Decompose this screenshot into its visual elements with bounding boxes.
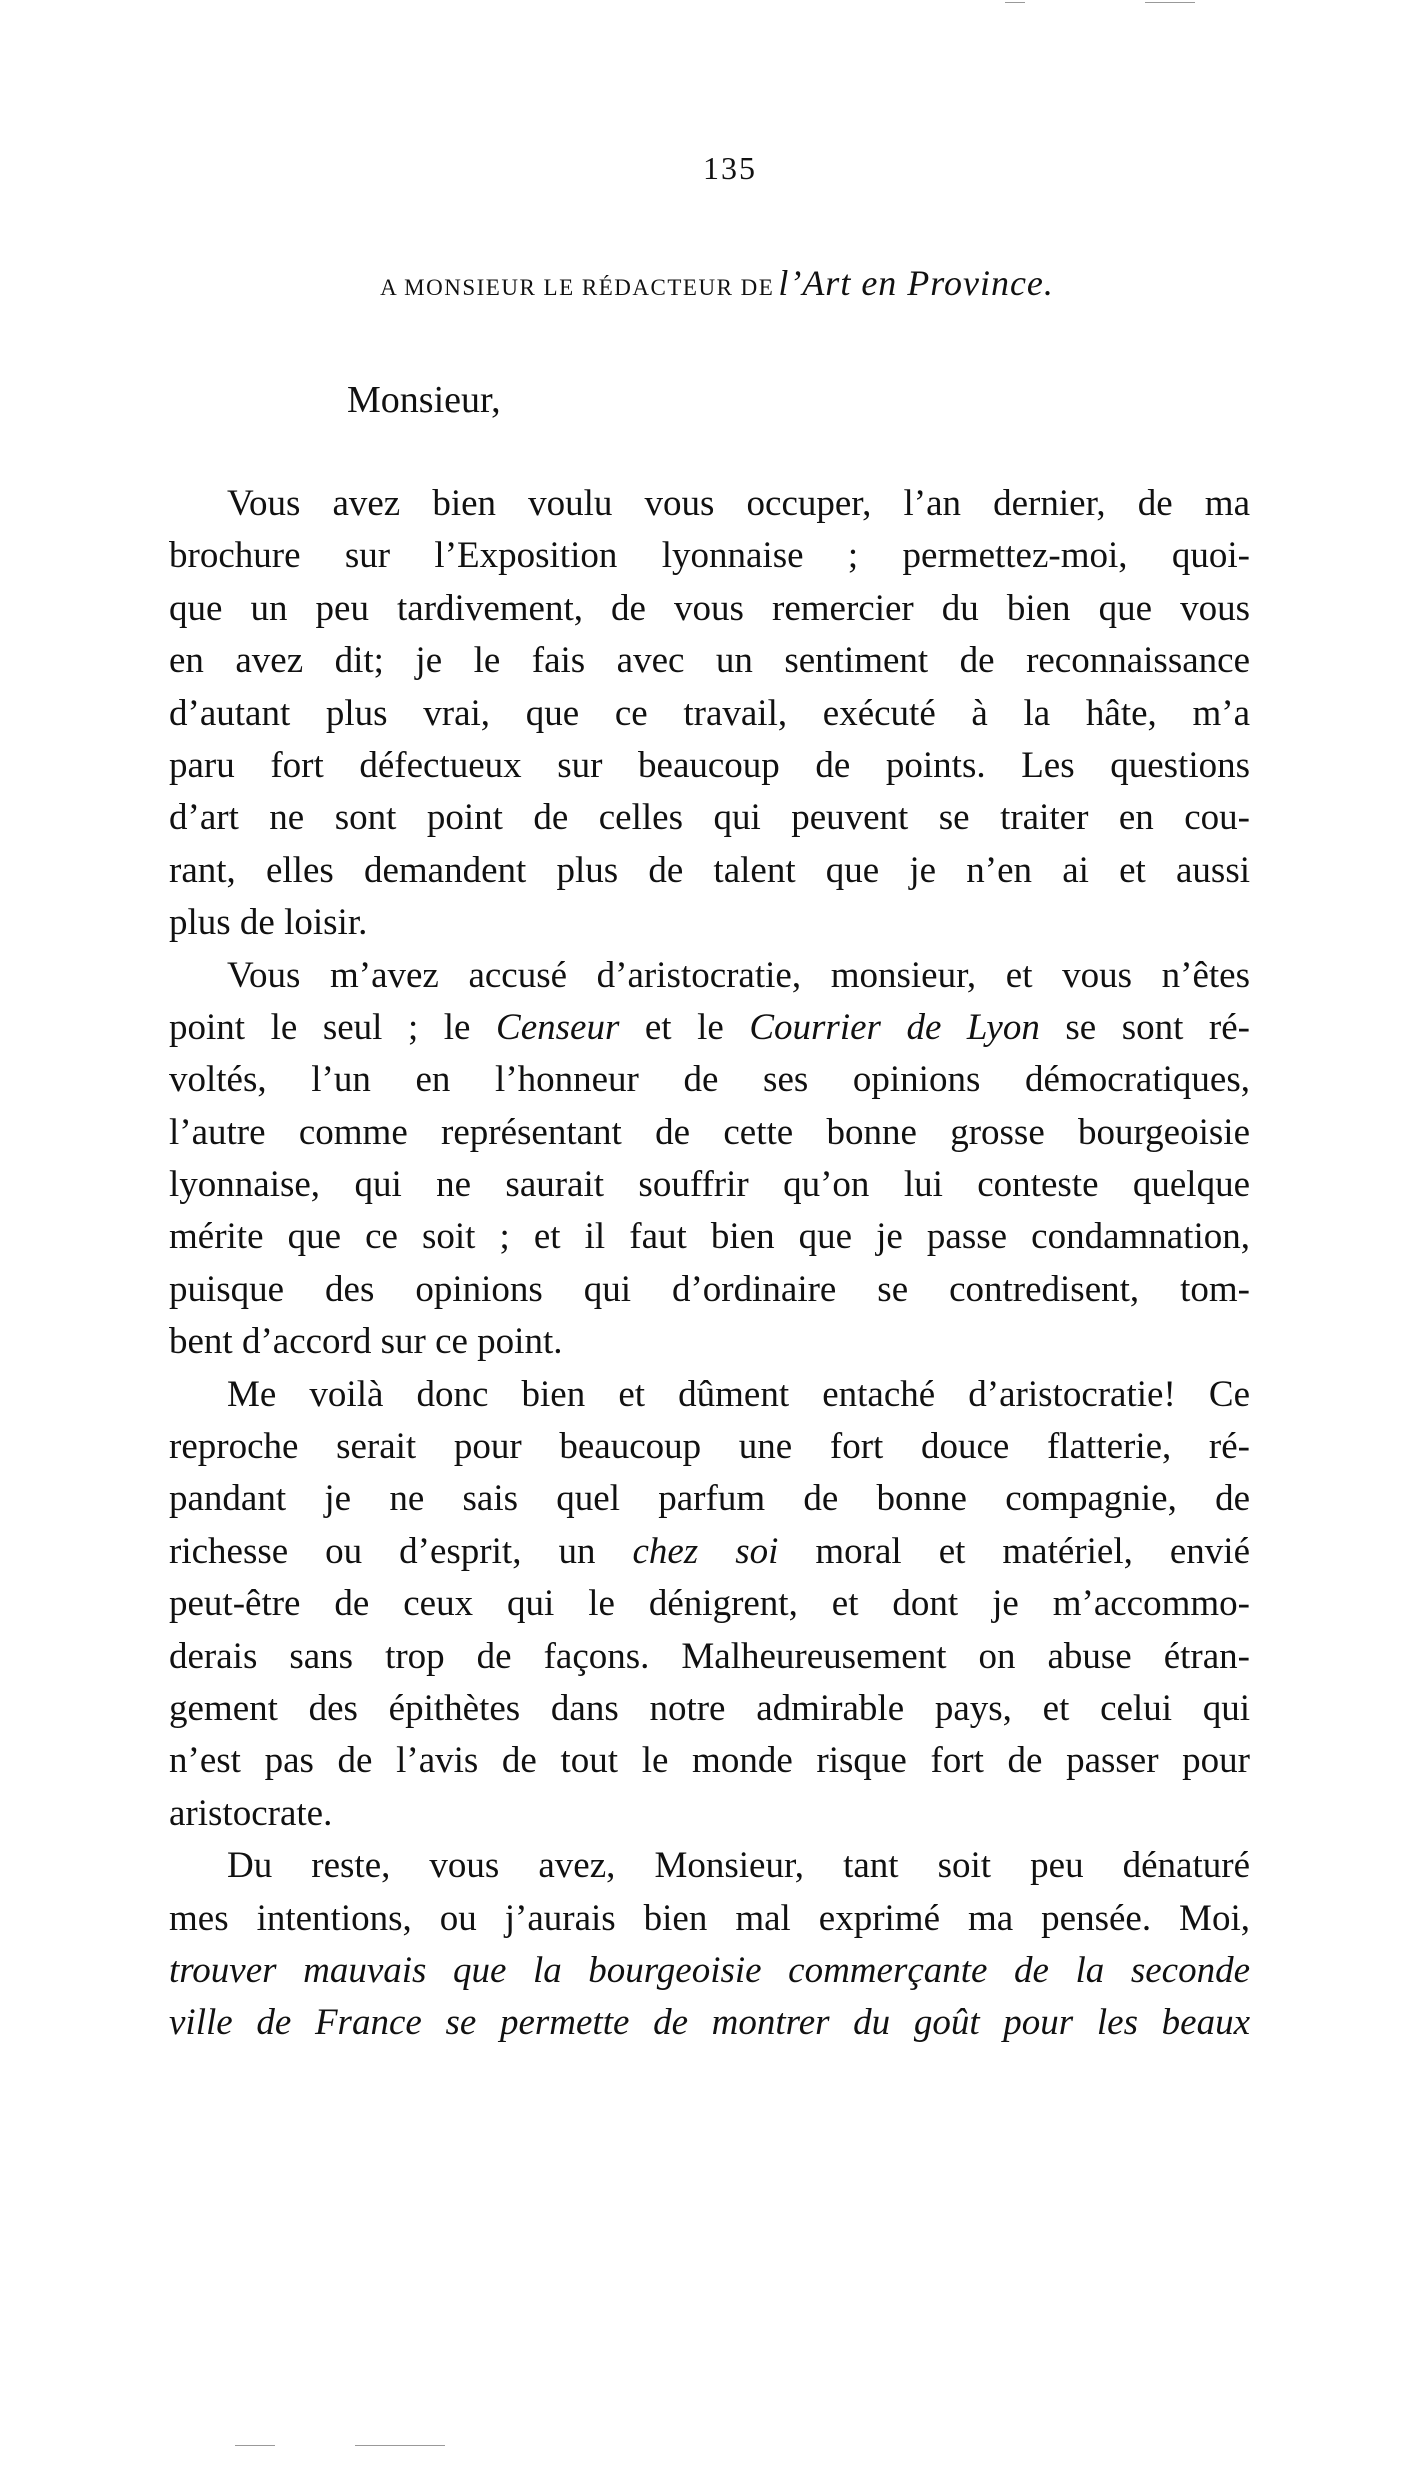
text-segment: derais sans trop de façons. Malheureusement on abuse étran- <box>169 1635 1250 1677</box>
text-line <box>169 1945 1250 1997</box>
text-segment: mes intentions, ou j’aurais bien mal exprimé ma pensée. Moi, <box>169 1897 1250 1939</box>
text-line <box>169 1264 1250 1316</box>
text-line <box>169 1107 1250 1159</box>
text-segment: Vous m’avez accusé d’aristocratie, monsieur, et vous n’êtes <box>227 954 1250 996</box>
scan-mark <box>235 2445 275 2446</box>
text-line <box>169 1683 1250 1735</box>
text-segment: aristocrate. <box>169 1792 333 1834</box>
letter-heading <box>0 262 1425 304</box>
text-line <box>169 1893 1250 1945</box>
salutation: Monsieur, <box>347 379 501 421</box>
text-segment: d’autant plus vrai, que ce travail, exécuté à la hâte, m’a <box>169 692 1250 734</box>
text-line <box>169 897 1250 949</box>
scan-mark <box>355 2445 445 2446</box>
text-line <box>169 1054 1250 1106</box>
text-segment: lyonnaise, qui ne saurait souffrir qu’on lui conteste quelque <box>169 1164 1250 1206</box>
text-line <box>169 1788 1250 1840</box>
text-line <box>169 635 1250 687</box>
text-segment: et le <box>619 1006 750 1048</box>
text-line <box>169 1735 1250 1787</box>
letter-body <box>169 478 1250 2050</box>
text-line <box>169 1421 1250 1473</box>
text-line <box>169 1578 1250 1630</box>
italic-text: ville de France se permette de montrer du goût pour les beaux <box>169 2002 1250 2044</box>
text-line <box>169 688 1250 740</box>
text-segment: paru fort défectueux sur beaucoup de points. Les questions <box>169 744 1250 786</box>
italic-text: Censeur <box>496 1006 620 1048</box>
text-line <box>169 1211 1250 1263</box>
text-segment: en avez dit; je le fais avec un sentiment de reconnaissance <box>169 640 1250 682</box>
text-line <box>169 845 1250 897</box>
text-segment: mérite que ce soit ; et il faut bien que je passe condamnation, <box>169 1216 1250 1258</box>
text-segment: moral et matériel, envié <box>778 1530 1250 1572</box>
text-segment: l’autre comme représentant de cette bonne grosse bourgeoisie <box>169 1111 1250 1153</box>
text-line <box>169 1997 1250 2049</box>
text-segment: Du reste, vous avez, Monsieur, tant soit peu dénaturé <box>227 1845 1250 1887</box>
text-segment: bent d’accord sur ce point. <box>169 1321 563 1363</box>
text-segment: d’art ne sont point de celles qui peuvent se traiter en cou- <box>169 797 1250 839</box>
text-segment: reproche serait pour beaucoup une fort douce flatterie, ré- <box>169 1426 1250 1468</box>
text-segment: peut-être de ceux qui le dénigrent, et dont je m’accommo- <box>169 1583 1250 1625</box>
italic-text: trouver mauvais que la bourgeoisie commerçante de la seconde <box>169 1949 1250 1991</box>
text-line <box>169 1840 1250 1892</box>
text-segment: pandant je ne sais quel parfum de bonne compagnie, de <box>169 1478 1250 1520</box>
text-segment: point le seul ; le <box>169 1006 497 1048</box>
text-line <box>169 950 1250 1002</box>
text-line <box>169 1631 1250 1683</box>
heading-caps: A MONSIEUR LE RÉDACTEUR DE <box>380 275 775 300</box>
text-segment: se sont ré- <box>1039 1006 1250 1048</box>
text-segment: Vous avez bien voulu vous occuper, l’an dernier, de ma <box>227 483 1250 524</box>
text-line <box>169 1002 1250 1054</box>
scan-mark <box>1145 2 1195 3</box>
text-line <box>169 1473 1250 1525</box>
text-segment: gement des épithètes dans notre admirable pays, et celui qui <box>169 1687 1250 1729</box>
italic-text: chez soi <box>632 1530 779 1572</box>
text-segment: Me voilà donc bien et dûment entaché d’aristocratie! Ce <box>227 1373 1250 1415</box>
text-segment: rant, elles demandent plus de talent que je n’en ai et aussi <box>169 849 1250 891</box>
text-segment: richesse ou d’esprit, un <box>169 1530 633 1572</box>
text-line <box>169 1159 1250 1211</box>
text-line <box>169 792 1250 844</box>
text-line <box>169 1526 1250 1578</box>
scan-mark <box>1005 2 1025 3</box>
text-line <box>169 740 1250 792</box>
text-segment: brochure sur l’Exposition lyonnaise ; permettez-moi, quoi- <box>169 535 1250 577</box>
text-line <box>169 1316 1250 1368</box>
italic-text: Courrier de Lyon <box>749 1006 1040 1048</box>
heading-journal-title: l’Art en Province. <box>778 263 1054 303</box>
text-line <box>169 478 1250 530</box>
text-segment: plus de loisir. <box>169 902 368 944</box>
text-segment: que un peu tardivement, de vous remercier du bien que vous <box>169 587 1250 629</box>
text-line <box>169 530 1250 582</box>
text-segment: voltés, l’un en l’honneur de ses opinions démocratiques, <box>169 1059 1250 1101</box>
text-segment: puisque des opinions qui d’ordinaire se contredisent, tom- <box>169 1268 1250 1310</box>
text-line <box>169 1369 1250 1421</box>
text-line <box>169 583 1250 635</box>
text-segment: n’est pas de l’avis de tout le monde risque fort de passer pour <box>169 1740 1250 1782</box>
page-number: 135 <box>703 150 757 186</box>
